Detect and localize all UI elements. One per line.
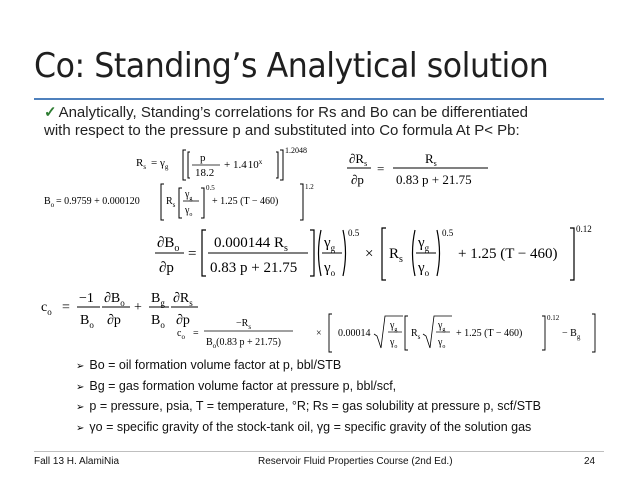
co-final-exp: 0.12 <box>547 314 560 322</box>
dbo-rs: $R_s$ <box>389 246 403 265</box>
dbo-left-bracket <box>202 230 206 276</box>
dbo-big-right-bracket <box>570 228 574 280</box>
bullet-text: p = pressure, psia, T = temperature, °R; Rs = gas solubility at pressure p, scf/STB <box>89 399 542 413</box>
slide-title: Co: Standing’s Analytical solution <box>34 46 549 86</box>
intro-line-1: Analytically, Standing’s correlations for Rs and Bo can be differentiated <box>58 104 529 121</box>
dbo-big-left-bracket <box>382 228 386 280</box>
dbo-paren2-right <box>437 230 440 276</box>
arrow-bullet-icon: ➢ <box>76 361 85 372</box>
dbo-gamma-g: $\gamma_g$ <box>324 235 336 253</box>
co-final-right-brace <box>592 314 595 352</box>
rs-right-bracket <box>280 150 283 180</box>
co-final-left-brace <box>329 314 332 352</box>
bo-tail: + 1.25 (T − 460) <box>212 196 279 207</box>
drs-eq: = <box>377 161 385 176</box>
checkmark-icon: ✓ <box>44 104 57 121</box>
bullet-text: Bo = oil formation volume factor at p, bbl/STB <box>89 358 342 372</box>
dbo-f-den: 0.83 p + 21.75 <box>210 260 298 276</box>
co-def-f3-num: $B_g$ <box>151 291 165 308</box>
bo-gg: $\gamma_g$ <box>185 189 193 202</box>
dbo-eq: = <box>188 246 197 262</box>
intro-line-2: with respect to the pressure p and substituted into Co formula At P< Pb: <box>44 122 520 139</box>
definitions-list <box>76 356 541 438</box>
co-final-gg2: $\gamma_g$ <box>438 320 446 333</box>
co-final-tail: + 1.25 (T − 460) <box>456 328 523 339</box>
co-final-equation <box>177 314 595 352</box>
rs-exponent: 1.2048 <box>285 146 307 155</box>
rs-left-bracket <box>183 150 186 180</box>
co-definition-equation <box>41 291 198 330</box>
arrow-bullet-icon: ➢ <box>76 381 85 393</box>
co-def-lhs: $c_o$ <box>41 300 52 317</box>
co-def-f4-num: $\partial R_s$ <box>173 291 193 308</box>
rs-inner-left-bracket <box>188 152 190 178</box>
co-final-minus-bg: − $B_g$ <box>562 328 581 341</box>
dbo-f-num: 0.000144 $R_s$ <box>214 235 288 254</box>
co-final-go: $\gamma_o$ <box>390 337 398 350</box>
list-item <box>76 377 541 398</box>
dbo-paren1-right <box>343 230 346 276</box>
dbo-exp3: 0.12 <box>576 224 592 234</box>
drs-dp-equation <box>347 151 488 187</box>
rs-correlation-equation <box>136 146 307 180</box>
rs-lhs: $R_s$ <box>136 157 147 171</box>
co-def-plus: + <box>134 300 142 315</box>
bullet-text: Bg = gas formation volume factor at pressure p, bbl/scf, <box>89 378 397 393</box>
list-item <box>76 356 541 377</box>
dbo-gamma-g2: $\gamma_g$ <box>418 235 430 253</box>
bo-exponent: 1.2 <box>305 183 314 191</box>
rs-inner-right-bracket <box>276 152 278 178</box>
co-final-times: × <box>316 328 322 339</box>
dbo-num: $\partial B_o$ <box>157 235 180 254</box>
bullet-text: γo = specific gravity of the stock-tank oil, γg = specific gravity of the solution gas <box>89 419 532 434</box>
bo-left-bracket <box>161 184 164 220</box>
co-def-f1-num: −1 <box>79 291 94 306</box>
footer-page-number: 24 <box>584 456 596 467</box>
dbo-exp1: 0.5 <box>348 228 360 238</box>
bo-constants: = 0.9759 + 0.000120 <box>56 196 140 207</box>
rs-eq: = $\gamma_g$ <box>151 157 169 171</box>
co-final-den: $B_o(0.83$ p + 21.75) <box>206 337 281 350</box>
co-def-f4-den: ∂p <box>176 313 190 328</box>
co-final-k: 0.00014 <box>338 328 371 339</box>
footer-author: Fall 13 H. AlamiNia <box>34 456 120 467</box>
dbo-gamma-o2: $\gamma_o$ <box>418 260 430 278</box>
bo-rs: $R_s$ <box>166 196 176 209</box>
rs-num: p <box>200 152 206 164</box>
bo-paren-left <box>179 188 182 218</box>
bo-inner-exp: 0.5 <box>206 184 215 192</box>
bo-right-bracket <box>300 184 303 220</box>
co-final-rs: $R_s$ <box>411 328 421 341</box>
dbo-right-bracket <box>310 230 314 276</box>
co-def-f2-num: $\partial B_o$ <box>104 291 125 308</box>
co-final-eq: = <box>193 328 199 339</box>
list-item <box>76 418 541 439</box>
co-final-num: $-R_s$ <box>236 318 252 331</box>
bo-correlation-equation <box>44 183 314 220</box>
co-final-gg: $\gamma_g$ <box>390 320 398 333</box>
drs-rhs-num: $R_s$ <box>425 151 437 168</box>
rs-den: 18.2 <box>195 167 215 179</box>
rs-plus: + $1.410^x$ <box>224 158 263 171</box>
dbo-paren2-left <box>413 230 416 276</box>
co-final-inner-left <box>405 316 408 350</box>
co-def-f3-den: $B_o$ <box>151 313 165 330</box>
dbo-times: × <box>365 246 374 262</box>
dbo-paren1-left <box>319 230 322 276</box>
dbo-exp2: 0.5 <box>442 228 454 238</box>
footer-divider <box>34 451 604 452</box>
bo-go: $\gamma_o$ <box>185 205 193 218</box>
footer-course: Reservoir Fluid Properties Course (2nd Ed.) <box>258 456 453 467</box>
co-def-f2-den: ∂p <box>107 313 121 328</box>
bo-paren-right <box>201 188 204 218</box>
drs-rhs-den: 0.83 p + 21.75 <box>396 172 472 187</box>
co-final-lhs: $c_o$ <box>177 328 185 341</box>
arrow-bullet-icon: ➢ <box>76 422 85 434</box>
list-item <box>76 397 541 418</box>
drs-num: $\partial R_s$ <box>349 151 368 168</box>
co-def-eq: = <box>62 300 70 315</box>
drs-den: ∂p <box>351 172 364 187</box>
co-final-go2: $\gamma_o$ <box>438 337 446 350</box>
bo-lhs: $B_o$ <box>44 196 55 209</box>
dbo-gamma-o: $\gamma_o$ <box>324 260 336 278</box>
dbo-den: ∂p <box>159 260 174 276</box>
co-final-inner-right <box>542 316 545 350</box>
co-def-f1-den: $B_o$ <box>80 313 94 330</box>
dbo-tail: + 1.25 (T − 460) <box>458 246 558 262</box>
dbo-dp-equation <box>155 224 592 280</box>
arrow-bullet-icon: ➢ <box>76 402 85 413</box>
